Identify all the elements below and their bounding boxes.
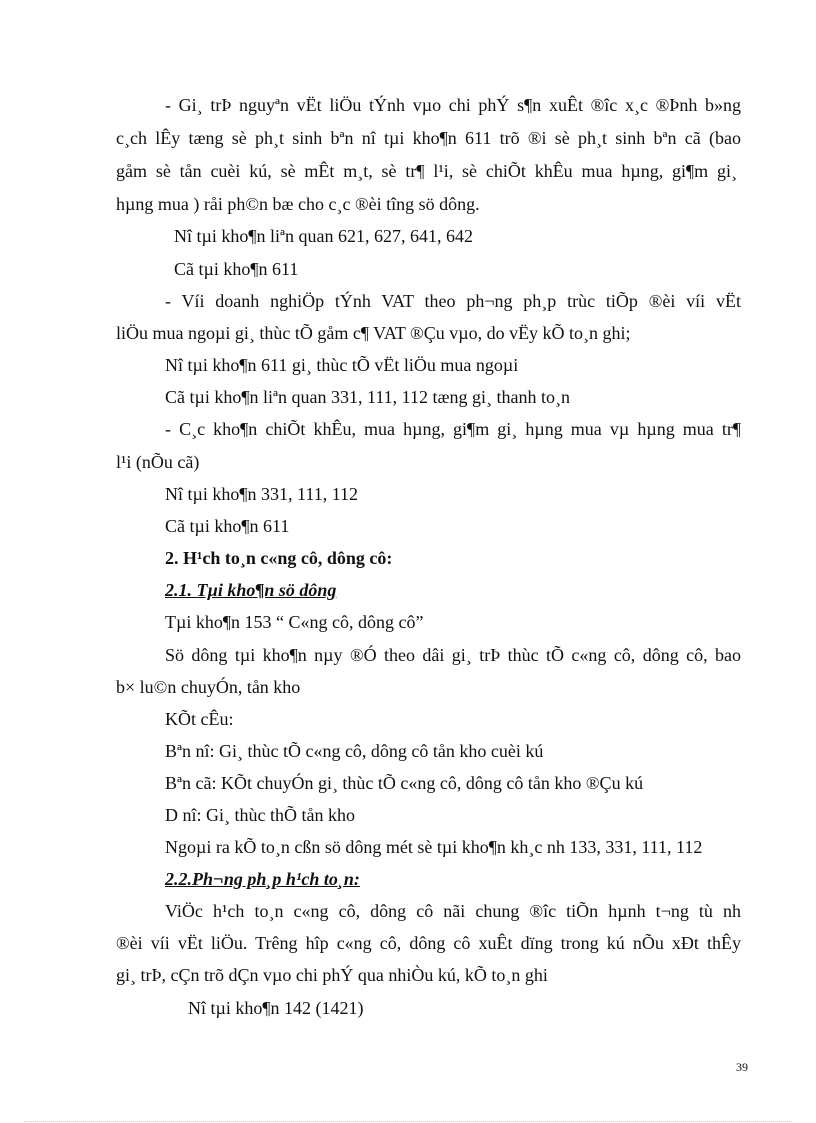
text-line: l¹i (nÕu cã) (116, 452, 200, 472)
text-line: KÕt cÊu: (165, 709, 234, 729)
text-line: hµng mua ) råi ph©n bæ cho c¸c ®èi tîng sö dông. (116, 194, 480, 214)
text-line: Cã tµi kho¶n liªn quan 331, 111, 112 tæng gi¸ thanh to¸n (165, 387, 570, 407)
footer-divider (24, 1121, 792, 1122)
text-line: Nî tµi kho¶n liªn quan 621, 627, 641, 642 (174, 226, 473, 246)
subsection-heading: 2.2.Ph¬ng ph¸p h¹ch to¸n: (165, 869, 360, 889)
text-line: Ngoµi ra kÕ to¸n cßn sö dông mét sè tµi kho¶n kh¸c nh 133, 331, 111, 112 (165, 837, 703, 857)
subsection-heading: 2.1. Tµi kho¶n sö dông (165, 580, 337, 600)
text-line: D nî: Gi¸ thùc thÕ tån kho (165, 805, 355, 825)
text-line: - C¸c kho¶n chiÕt khÊu, mua hµng, gi¶m gi¸ hµng mua vµ hµng mua tr¶ (165, 419, 741, 439)
text-line: Cã tµi kho¶n 611 (174, 259, 299, 279)
text-line: b× lu©n chuyÓn, tån kho (116, 677, 301, 697)
text-line: Nî tµi kho¶n 142 (1421) (188, 998, 364, 1018)
text-line: Cã tµi kho¶n 611 (165, 516, 290, 536)
text-line: c¸ch lÊy tæng sè ph¸t sinh bªn nî tµi kho¶n 611 trõ ®i sè ph¸t sinh bªn cã (bao (116, 128, 741, 148)
section-heading: 2. H¹ch to¸n c«ng cô, dông cô: (165, 548, 393, 568)
text-line: Bªn cã: KÕt chuyÓn gi¸ thùc tÕ c«ng cô, dông cô tån kho ®Çu kú (165, 773, 644, 793)
text-line: Sö dông tµi kho¶n nµy ®Ó theo dâi gi¸ trÞ thùc tÕ c«ng cô, dông cô, bao (165, 645, 741, 665)
text-line: - Gi¸ trÞ nguyªn vËt liÖu tÝnh vµo chi phÝ s¶n xuÊt ®îc x¸c ®Þnh b»ng (165, 95, 741, 115)
text-line: Nî tµi kho¶n 611 gi¸ thùc tÕ vËt liÖu mua ngoµi (165, 355, 519, 375)
text-line: liÖu mua ngoµi gi¸ thùc tÕ gåm c¶ VAT ®Çu vµo, do vËy kÕ to¸n ghi; (116, 323, 631, 343)
text-line: Tµi kho¶n 153 “ C«ng cô, dông cô” (165, 612, 424, 632)
text-line: ViÖc h¹ch to¸n c«ng cô, dông cô nãi chung ®îc tiÕn hµnh t¬ng tù nh (165, 901, 741, 921)
text-line: gi¸ trÞ, cÇn trõ dÇn vµo chi phÝ qua nhiÒu kú, kÕ to¸n ghi (116, 965, 548, 985)
text-line: Bªn nî: Gi¸ thùc tÕ c«ng cô, dông cô tån kho cuèi kú (165, 741, 544, 761)
text-line: ®èi víi vËt liÖu. Trêng hîp c«ng cô, dông cô xuÊt dïng trong kú nÕu xÐt thÊy (116, 933, 741, 953)
text-line: Nî tµi kho¶n 331, 111, 112 (165, 484, 359, 504)
page-number: 39 (736, 1060, 748, 1074)
text-line: gåm sè tån cuèi kú, sè mÊt m¸t, sè tr¶ l¹i, sè chiÕt khÊu mua hµng, gi¶m gi¸ (116, 161, 737, 181)
text-line: - Víi doanh nghiÖp tÝnh VAT theo ph¬ng ph¸p trùc tiÕp ®èi víi vËt (165, 291, 741, 311)
